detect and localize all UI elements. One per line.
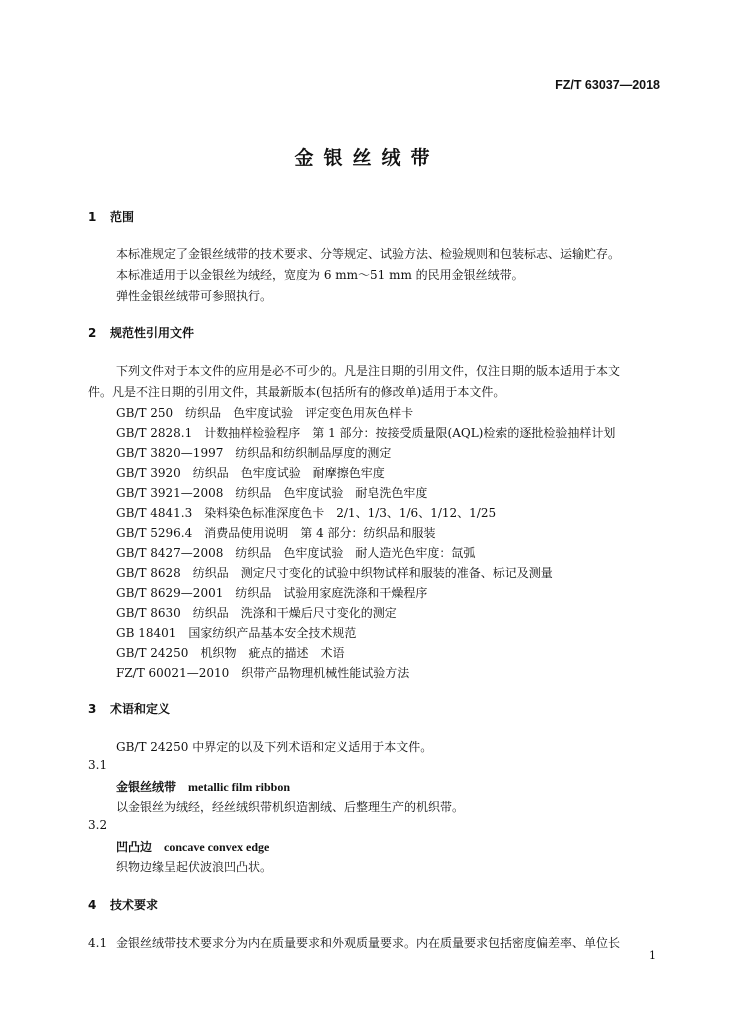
- term-chinese: 金银丝绒带: [116, 780, 177, 794]
- paragraph: 本标准规定了金银丝绒带的技术要求、分等规定、试验方法、检验规则和包装标志、运输贮存。: [116, 247, 621, 261]
- term-definition: 以金银丝为绒经，经丝绒织带机织造割绒、后整理生产的机织带。: [116, 800, 465, 814]
- term-english: concave convex edge: [164, 840, 270, 854]
- paragraph: 件。凡是不注日期的引用文件，其最新版本(包括所有的修改单)适用于本文件。: [88, 385, 506, 399]
- reference-item: GB/T 8630 纺织品 洗涤和干燥后尺寸变化的测定: [116, 606, 397, 620]
- section-number: 3: [88, 702, 97, 716]
- section-number: 4: [88, 898, 97, 912]
- section-title: 技术要求: [110, 898, 159, 912]
- reference-item: GB/T 4841.3 染料染色标准深度色卡 2/1、1/3、1/6、1/12、1/25: [116, 506, 497, 520]
- reference-item: GB/T 250 纺织品 色牢度试验 评定变色用灰色样卡: [116, 406, 414, 420]
- reference-item: GB/T 3921—2008 纺织品 色牢度试验 耐皂洗色牢度: [116, 486, 428, 500]
- reference-item: GB/T 24250 机织物 疵点的描述 术语: [116, 646, 345, 660]
- paragraph: 下列文件对于本文件的应用是必不可少的。凡是注日期的引用文件，仅注日期的版本适用于本文: [116, 364, 621, 378]
- section-title: 规范性引用文件: [110, 326, 195, 340]
- reference-item: GB/T 8427—2008 纺织品 色牢度试验 耐人造光色牢度：氙弧: [116, 546, 476, 560]
- reference-item: GB/T 3820—1997 纺织品和纺织制品厚度的测定: [116, 446, 392, 460]
- page-number: 1: [649, 949, 656, 962]
- term-number: 3.2: [88, 818, 108, 832]
- section-4-heading: [88, 896, 158, 913]
- reference-item: GB/T 2828.1 计数抽样检验程序 第 1 部分：按接受质量限(AQL)检索的逐批检验抽样计划: [116, 426, 616, 440]
- section-title: 范围: [110, 210, 135, 224]
- reference-item: GB/T 3920 纺织品 色牢度试验 耐摩擦色牢度: [116, 466, 385, 480]
- paragraph: GB/T 24250 中界定的以及下列术语和定义适用于本文件。: [116, 740, 433, 754]
- paragraph: 弹性金银丝绒带可参照执行。: [116, 289, 273, 303]
- clause-number: 4.1: [88, 936, 108, 950]
- standard-code: FZ/T 63037—2018: [555, 78, 660, 92]
- clause-text: 金银丝绒带技术要求分为内在质量要求和外观质量要求。内在质量要求包括密度偏差率、单位长: [116, 936, 621, 950]
- clause-4-1: [88, 934, 620, 951]
- section-3-heading: [88, 700, 170, 717]
- reference-item: GB/T 8629—2001 纺织品 试验用家庭洗涤和干燥程序: [116, 586, 428, 600]
- term-definition: 织物边缘呈起伏波浪凹凸状。: [116, 860, 273, 874]
- section-title: 术语和定义: [110, 702, 171, 716]
- section-2-heading: [88, 324, 194, 341]
- reference-item: GB 18401 国家纺织产品基本安全技术规范: [116, 626, 357, 640]
- reference-item: GB/T 8628 纺织品 测定尺寸变化的试验中织物试样和服装的准备、标记及测量: [116, 566, 553, 580]
- paragraph: 本标准适用于以金银丝为绒经，宽度为 6 mm～51 mm 的民用金银丝绒带。: [116, 268, 524, 282]
- term-number: 3.1: [88, 758, 108, 772]
- document-title: 金银丝绒带: [294, 147, 440, 169]
- section-number: 2: [88, 326, 97, 340]
- reference-item: GB/T 5296.4 消费品使用说明 第 4 部分：纺织品和服装: [116, 526, 436, 540]
- reference-item: FZ/T 60021—2010 织带产品物理机械性能试验方法: [116, 666, 410, 680]
- section-number: 1: [88, 210, 97, 224]
- term-entry: [116, 778, 290, 795]
- section-1-heading: [88, 208, 134, 225]
- term-english: metallic film ribbon: [188, 780, 291, 794]
- term-entry: [116, 838, 269, 855]
- term-chinese: 凹凸边: [116, 840, 153, 854]
